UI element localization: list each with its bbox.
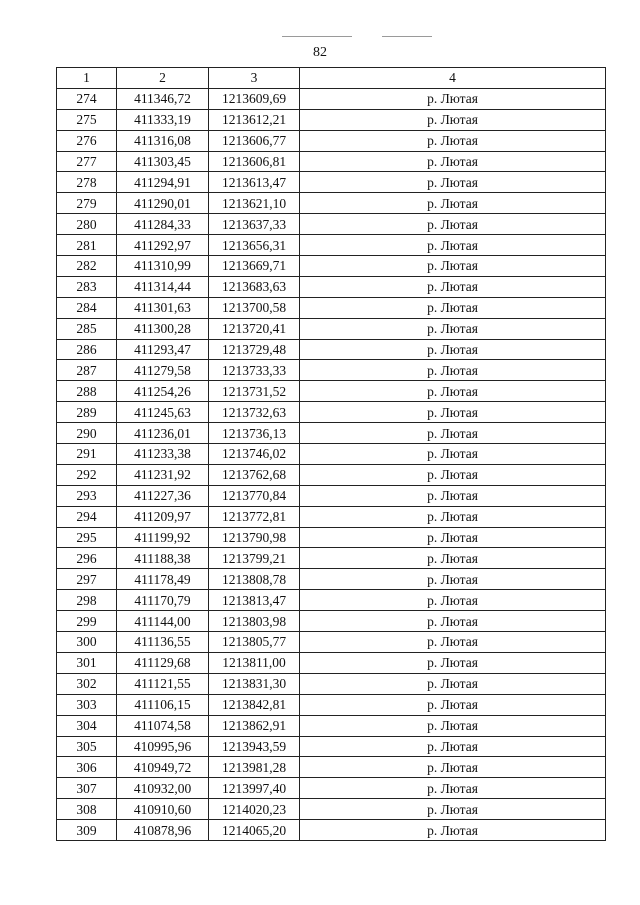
cell-point-number: 300 (57, 632, 117, 653)
cell-x-coordinate: 411346,72 (117, 88, 209, 109)
table-row (57, 506, 606, 527)
cell-point-number: 303 (57, 694, 117, 715)
cell-y-coordinate: 1213683,63 (209, 276, 300, 297)
table-row (57, 694, 606, 715)
cell-point-number: 274 (57, 88, 117, 109)
cell-point-number: 286 (57, 339, 117, 360)
cell-description: р. Лютая (300, 444, 606, 465)
cell-x-coordinate: 411074,58 (117, 715, 209, 736)
cell-x-coordinate: 411227,36 (117, 485, 209, 506)
cell-point-number: 297 (57, 569, 117, 590)
cell-description: р. Лютая (300, 381, 606, 402)
table-row (57, 297, 606, 318)
table-body (57, 88, 606, 840)
cell-y-coordinate: 1213731,52 (209, 381, 300, 402)
cell-point-number: 309 (57, 820, 117, 841)
cell-x-coordinate: 411136,55 (117, 632, 209, 653)
table-row (57, 485, 606, 506)
cell-description: р. Лютая (300, 632, 606, 653)
table-row (57, 569, 606, 590)
cell-y-coordinate: 1213700,58 (209, 297, 300, 318)
cell-y-coordinate: 1214020,23 (209, 799, 300, 820)
cell-y-coordinate: 1213799,21 (209, 548, 300, 569)
cell-description: р. Лютая (300, 736, 606, 757)
cell-description: р. Лютая (300, 506, 606, 527)
cell-description: р. Лютая (300, 109, 606, 130)
cell-point-number: 282 (57, 256, 117, 277)
cell-point-number: 291 (57, 444, 117, 465)
cell-y-coordinate: 1213729,48 (209, 339, 300, 360)
cell-description: р. Лютая (300, 297, 606, 318)
table-row (57, 423, 606, 444)
table-row (57, 778, 606, 799)
cell-point-number: 283 (57, 276, 117, 297)
cell-x-coordinate: 411301,63 (117, 297, 209, 318)
table-row (57, 527, 606, 548)
cell-description: р. Лютая (300, 276, 606, 297)
cell-x-coordinate: 411236,01 (117, 423, 209, 444)
cell-description: р. Лютая (300, 151, 606, 172)
cell-x-coordinate: 411170,79 (117, 590, 209, 611)
cell-x-coordinate: 411310,99 (117, 256, 209, 277)
cell-description: р. Лютая (300, 694, 606, 715)
cell-point-number: 306 (57, 757, 117, 778)
cell-point-number: 275 (57, 109, 117, 130)
cell-point-number: 284 (57, 297, 117, 318)
cell-x-coordinate: 410995,96 (117, 736, 209, 757)
cell-point-number: 301 (57, 652, 117, 673)
table-row (57, 799, 606, 820)
cell-point-number: 302 (57, 673, 117, 694)
table-row (57, 276, 606, 297)
table-row (57, 632, 606, 653)
cell-point-number: 296 (57, 548, 117, 569)
cell-point-number: 287 (57, 360, 117, 381)
coordinates-table (56, 67, 606, 841)
cell-x-coordinate: 411233,38 (117, 444, 209, 465)
cell-point-number: 295 (57, 527, 117, 548)
header-cell-x-coordinate: 2 (117, 68, 209, 89)
cell-x-coordinate: 411303,45 (117, 151, 209, 172)
header-cell-point-number: 1 (57, 68, 117, 89)
cell-description: р. Лютая (300, 799, 606, 820)
cell-y-coordinate: 1213720,41 (209, 318, 300, 339)
cell-x-coordinate: 411231,92 (117, 464, 209, 485)
table-row (57, 402, 606, 423)
cell-description: р. Лютая (300, 88, 606, 109)
cell-description: р. Лютая (300, 757, 606, 778)
table-row (57, 193, 606, 214)
cell-y-coordinate: 1213770,84 (209, 485, 300, 506)
table-row (57, 590, 606, 611)
cell-x-coordinate: 410878,96 (117, 820, 209, 841)
cell-x-coordinate: 411290,01 (117, 193, 209, 214)
cell-description: р. Лютая (300, 778, 606, 799)
cell-description: р. Лютая (300, 527, 606, 548)
cell-x-coordinate: 411199,92 (117, 527, 209, 548)
cell-y-coordinate: 1213862,91 (209, 715, 300, 736)
cell-y-coordinate: 1213813,47 (209, 590, 300, 611)
table-row (57, 235, 606, 256)
cell-y-coordinate: 1213669,71 (209, 256, 300, 277)
cell-y-coordinate: 1213732,63 (209, 402, 300, 423)
cell-point-number: 299 (57, 611, 117, 632)
cell-description: р. Лютая (300, 485, 606, 506)
cell-x-coordinate: 411188,38 (117, 548, 209, 569)
cell-y-coordinate: 1213943,59 (209, 736, 300, 757)
cell-y-coordinate: 1213746,02 (209, 444, 300, 465)
cell-description: р. Лютая (300, 256, 606, 277)
cell-point-number: 289 (57, 402, 117, 423)
cell-x-coordinate: 410910,60 (117, 799, 209, 820)
cell-y-coordinate: 1213772,81 (209, 506, 300, 527)
page-number: 82 (313, 45, 327, 60)
cell-y-coordinate: 1213997,40 (209, 778, 300, 799)
table-row (57, 548, 606, 569)
cell-x-coordinate: 410932,00 (117, 778, 209, 799)
cell-x-coordinate: 411316,08 (117, 130, 209, 151)
table-row (57, 172, 606, 193)
cell-y-coordinate: 1213606,81 (209, 151, 300, 172)
cell-description: р. Лютая (300, 423, 606, 444)
cell-point-number: 305 (57, 736, 117, 757)
cell-y-coordinate: 1213831,30 (209, 673, 300, 694)
table-row (57, 214, 606, 235)
table-row (57, 256, 606, 277)
cell-y-coordinate: 1214065,20 (209, 820, 300, 841)
cell-x-coordinate: 410949,72 (117, 757, 209, 778)
cell-y-coordinate: 1213842,81 (209, 694, 300, 715)
cell-description: р. Лютая (300, 360, 606, 381)
cell-description: р. Лютая (300, 464, 606, 485)
cell-y-coordinate: 1213805,77 (209, 632, 300, 653)
cell-point-number: 304 (57, 715, 117, 736)
cell-point-number: 308 (57, 799, 117, 820)
cell-point-number: 285 (57, 318, 117, 339)
table-row (57, 444, 606, 465)
cell-description: р. Лютая (300, 172, 606, 193)
table-header-row (57, 68, 606, 89)
cell-point-number: 276 (57, 130, 117, 151)
cell-x-coordinate: 411333,19 (117, 109, 209, 130)
cell-point-number: 307 (57, 778, 117, 799)
cell-description: р. Лютая (300, 673, 606, 694)
cell-point-number: 298 (57, 590, 117, 611)
cell-y-coordinate: 1213733,33 (209, 360, 300, 381)
cell-x-coordinate: 411300,28 (117, 318, 209, 339)
cell-y-coordinate: 1213981,28 (209, 757, 300, 778)
cell-description: р. Лютая (300, 590, 606, 611)
cell-point-number: 292 (57, 464, 117, 485)
cell-description: р. Лютая (300, 130, 606, 151)
cell-description: р. Лютая (300, 402, 606, 423)
cell-point-number: 290 (57, 423, 117, 444)
cell-x-coordinate: 411294,91 (117, 172, 209, 193)
table-row (57, 339, 606, 360)
table-row (57, 673, 606, 694)
table-row (57, 130, 606, 151)
cell-x-coordinate: 411209,97 (117, 506, 209, 527)
table-row (57, 88, 606, 109)
cell-x-coordinate: 411121,55 (117, 673, 209, 694)
cell-description: р. Лютая (300, 339, 606, 360)
header-cell-description: 4 (300, 68, 606, 89)
cell-y-coordinate: 1213606,77 (209, 130, 300, 151)
cell-x-coordinate: 411178,49 (117, 569, 209, 590)
cell-y-coordinate: 1213803,98 (209, 611, 300, 632)
cell-x-coordinate: 411245,63 (117, 402, 209, 423)
table-row (57, 757, 606, 778)
table-row (57, 611, 606, 632)
table-row (57, 652, 606, 673)
table-row (57, 109, 606, 130)
cell-point-number: 281 (57, 235, 117, 256)
cell-point-number: 293 (57, 485, 117, 506)
cell-x-coordinate: 411292,97 (117, 235, 209, 256)
cell-description: р. Лютая (300, 715, 606, 736)
scan-artifact-line (382, 36, 432, 37)
table-row (57, 360, 606, 381)
table-row (57, 736, 606, 757)
cell-point-number: 288 (57, 381, 117, 402)
cell-description: р. Лютая (300, 652, 606, 673)
cell-point-number: 277 (57, 151, 117, 172)
cell-y-coordinate: 1213613,47 (209, 172, 300, 193)
cell-x-coordinate: 411284,33 (117, 214, 209, 235)
cell-y-coordinate: 1213621,10 (209, 193, 300, 214)
table-row (57, 318, 606, 339)
cell-description: р. Лютая (300, 611, 606, 632)
table-row (57, 820, 606, 841)
cell-description: р. Лютая (300, 548, 606, 569)
cell-description: р. Лютая (300, 193, 606, 214)
cell-description: р. Лютая (300, 569, 606, 590)
cell-point-number: 280 (57, 214, 117, 235)
cell-point-number: 279 (57, 193, 117, 214)
table-row (57, 715, 606, 736)
cell-y-coordinate: 1213736,13 (209, 423, 300, 444)
table-row (57, 464, 606, 485)
cell-x-coordinate: 411314,44 (117, 276, 209, 297)
cell-y-coordinate: 1213637,33 (209, 214, 300, 235)
cell-x-coordinate: 411129,68 (117, 652, 209, 673)
cell-description: р. Лютая (300, 820, 606, 841)
cell-x-coordinate: 411106,15 (117, 694, 209, 715)
cell-y-coordinate: 1213762,68 (209, 464, 300, 485)
cell-x-coordinate: 411279,58 (117, 360, 209, 381)
cell-y-coordinate: 1213808,78 (209, 569, 300, 590)
scan-artifact-line (282, 36, 352, 37)
cell-y-coordinate: 1213790,98 (209, 527, 300, 548)
table-row (57, 381, 606, 402)
cell-point-number: 294 (57, 506, 117, 527)
cell-x-coordinate: 411144,00 (117, 611, 209, 632)
cell-description: р. Лютая (300, 214, 606, 235)
cell-y-coordinate: 1213612,21 (209, 109, 300, 130)
cell-description: р. Лютая (300, 318, 606, 339)
cell-y-coordinate: 1213656,31 (209, 235, 300, 256)
cell-point-number: 278 (57, 172, 117, 193)
cell-y-coordinate: 1213811,00 (209, 652, 300, 673)
cell-y-coordinate: 1213609,69 (209, 88, 300, 109)
cell-x-coordinate: 411293,47 (117, 339, 209, 360)
table-row (57, 151, 606, 172)
cell-description: р. Лютая (300, 235, 606, 256)
cell-x-coordinate: 411254,26 (117, 381, 209, 402)
header-cell-y-coordinate: 3 (209, 68, 300, 89)
